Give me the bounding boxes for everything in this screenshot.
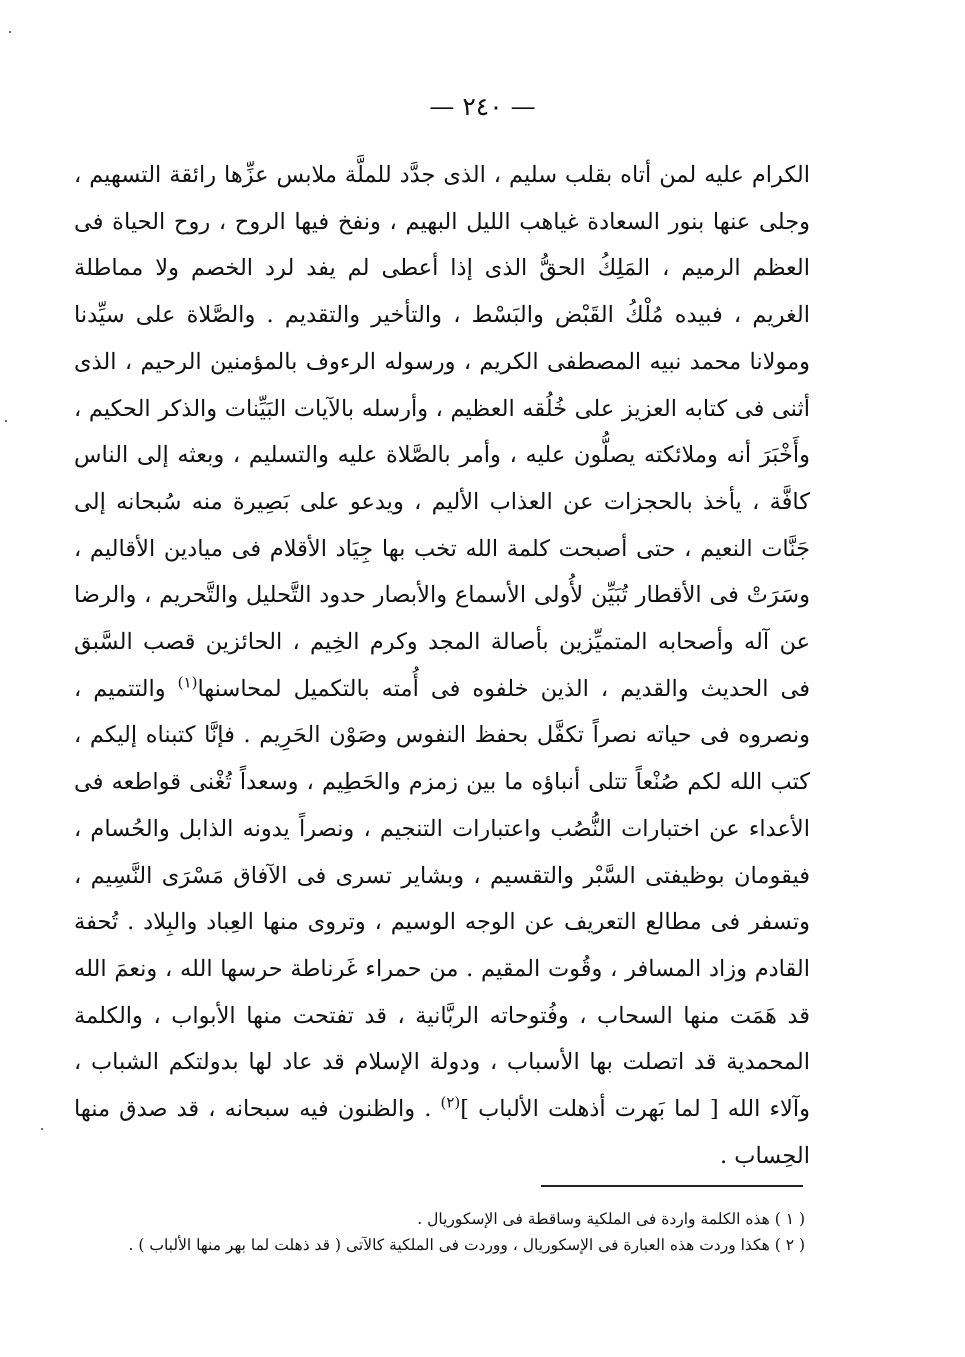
footnotes-section <box>60 1206 805 1258</box>
page-number: — ٢٤٠ — <box>429 92 536 121</box>
footnote-reference-1[interactable]: (١) <box>177 673 198 692</box>
footnote-1: ( ١ ) هذه الكلمة واردة فى الملكية وساقطة فى الإسكوريال . <box>417 1210 805 1228</box>
footnote-reference-2[interactable]: (٢) <box>440 1093 461 1112</box>
main-paragraph <box>74 152 810 1179</box>
footnote-2: ( ٢ ) هكذا وردت هذه العبارة فى الإسكوريال ، ووردت فى الملكية كالآتى ( قد ذهلت لما بهر منها الألباب ) . <box>128 1236 805 1254</box>
scan-speck <box>41 1128 43 1130</box>
main-text-block <box>74 152 810 1179</box>
paragraph-part-3: . والظنون فيه سبحانه ، قد صدق منها الحِساب . <box>74 1096 810 1169</box>
scan-speck <box>5 420 7 422</box>
paragraph-part-1: الكرام عليه لمن أتاه بقلب سليم ، الذى جدَّد للملَّة ملابس عزِّها رائقة التسهيم ، وجلى عنها بنور السعادة غياهب الليل البهيم ، ونفخ فيها الروح ، روح الحياة فى العظم الرميم ، المَلِكُ الحقُّ الذى إذا أعطى لم يفد لرد الخصم ولا مماطلة الغريم ، فبيده مُلْكُ القَبْض والبَسْط ، والتأخير والتقديم . والصَّلاة على سيِّدنا ومولانا محمد نبيه المصطفى الكريم ، ورسوله الرءوف بالمؤمنين الرحيم ، الذى أثنى فى كتابه العزيز على خُلُقه العظيم ، وأرسله بالآيات البَيِّنات والذكر الحكيم ، وأَخْبَرَ أنه وملائكته يصلُّون عليه ، وأمر بالصَّلاة عليه والتسليم ، وبعثه إلى الناس كافَّة ، يأخذ بالحجزات عن العذاب الأليم ، ويدعو على بَصِيرة منه سُبحانه إلى جَنَّات النعيم ، حتى أصبحت كلمة الله تخب بها جِيَاد الأقلام فى ميادين الأقاليم ، وسَرَتْ فى الأقطار تُبَيِّن لأُولى الأسماع والأبصار حدود التَّحليل والتَّحريم ، والرضا عن آله وأصحابه المتميِّزين بأصالة المجد وكرم الخِيم ، الحائزين قصب السَّبق فى الحديث والقديم ، الذين خلفوه فى أُمته بالتكميل لمحاسنها <box>74 162 811 702</box>
scan-speck <box>9 31 11 33</box>
footnote-divider <box>541 1185 803 1187</box>
paragraph-part-2: والتتميم ، ونصروه فى حياته نصراً تكفَّل بحفظ النفوس وصَوْن الحَرِيم . فإنَّا كتبناه إليكم ، كتب الله لكم صُنْعاً تتلى أنباؤه ما بين زمزم والحَطِيم ، وسعداً تُغْنى قواطعه فى الأعداء عن اختبارات النُّصُب واعتبارات التنجيم ، ونصراً يدونه الذابل والحُسام ، فيقومان بوظيفتى السَّبْر والتقسيم ، وبشاير تسرى فى الآفاق مَسْرَى النَّسِيم ، وتسفر فى مطالع التعريف عن الوجه الوسيم ، وتروى منها العِباد والبِلاد . تُحفة القادم وزاد المسافر ، وقُوت المقيم . من حمراء غَرناطة حرسها الله ، ونعمَ الله قد هَمَت منها السحاب ، وفُتوحاته الربَّانية ، قد تفتحت منها الأبواب ، والكلمة المحمدية قد اتصلت بها الأسباب ، ودولة الإسلام قد عاد لها بدولتكم الشباب ، وآلاء الله [ لما بَهرت أذهلت الألباب ] <box>74 675 810 1123</box>
